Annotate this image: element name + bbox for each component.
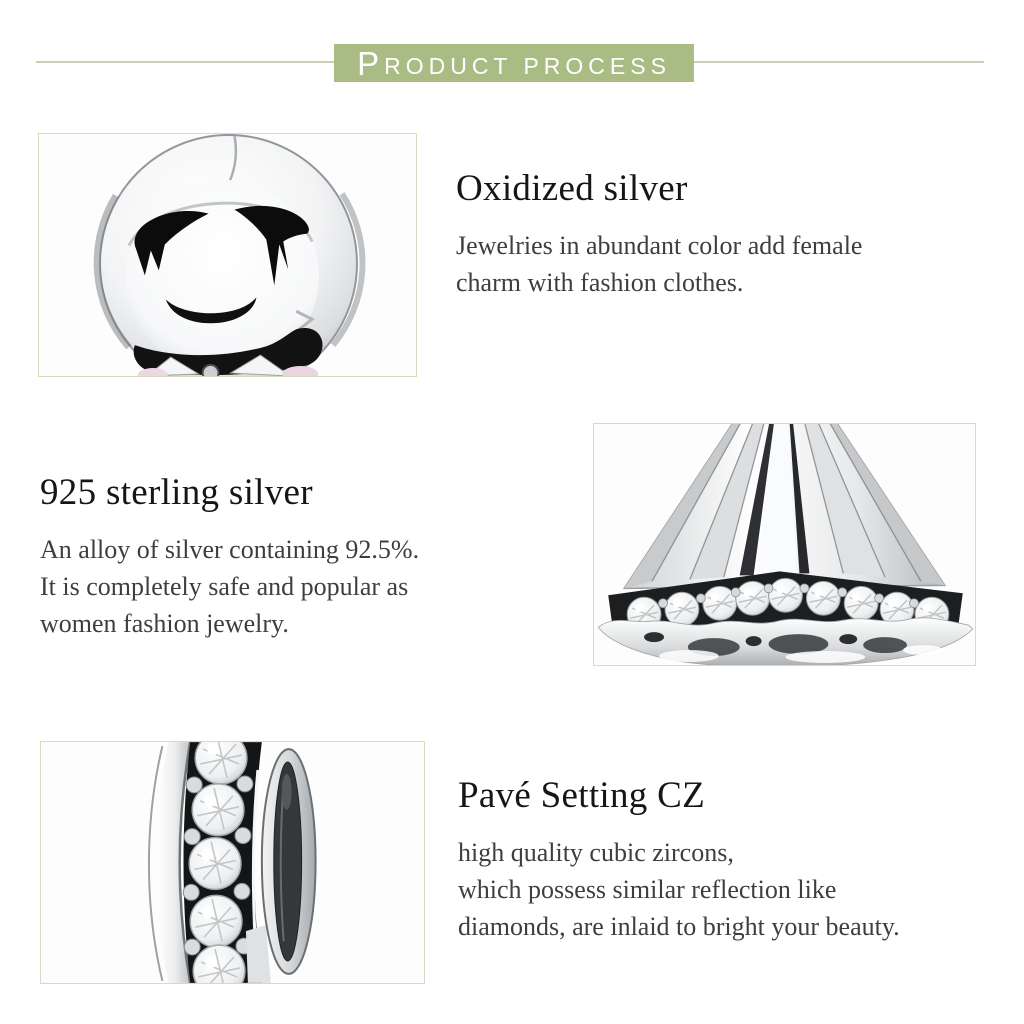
body-line: women fashion jewelry. [40,609,289,638]
pave-setting-photo-frame [40,741,425,984]
section-body-pave-setting-cz [458,834,900,945]
section-heading-oxidized-silver: Oxidized silver [456,168,688,209]
body-line: diamonds, are inlaid to bright your beauty. [458,912,900,941]
header-banner [334,44,694,82]
banner-title-initial: P [357,44,385,82]
body-line: It is completely safe and popular as [40,572,409,601]
body-line: Jewelries in abundant color add female [456,231,863,260]
section-heading-925-sterling-silver: 925 sterling silver [40,472,313,513]
spacer-ring-photo [41,742,424,983]
oxidized-silver-photo-frame [38,133,417,377]
sterling-silver-photo-frame [593,423,976,666]
cone-charm-photo [594,424,975,665]
banner-title-rest: RODUCT PROCESS [384,52,671,79]
body-line: which possess similar reflection like [458,875,837,904]
section-body-925-sterling-silver [40,531,419,642]
body-line: high quality cubic zircons, [458,838,734,867]
section-body-oxidized-silver [456,227,862,301]
girl-charm-photo [39,134,416,376]
body-line: An alloy of silver containing 92.5%. [40,535,420,564]
section-heading-pave-setting-cz: Pavé Setting CZ [458,775,706,816]
body-line: charm with fashion clothes. [456,268,744,297]
